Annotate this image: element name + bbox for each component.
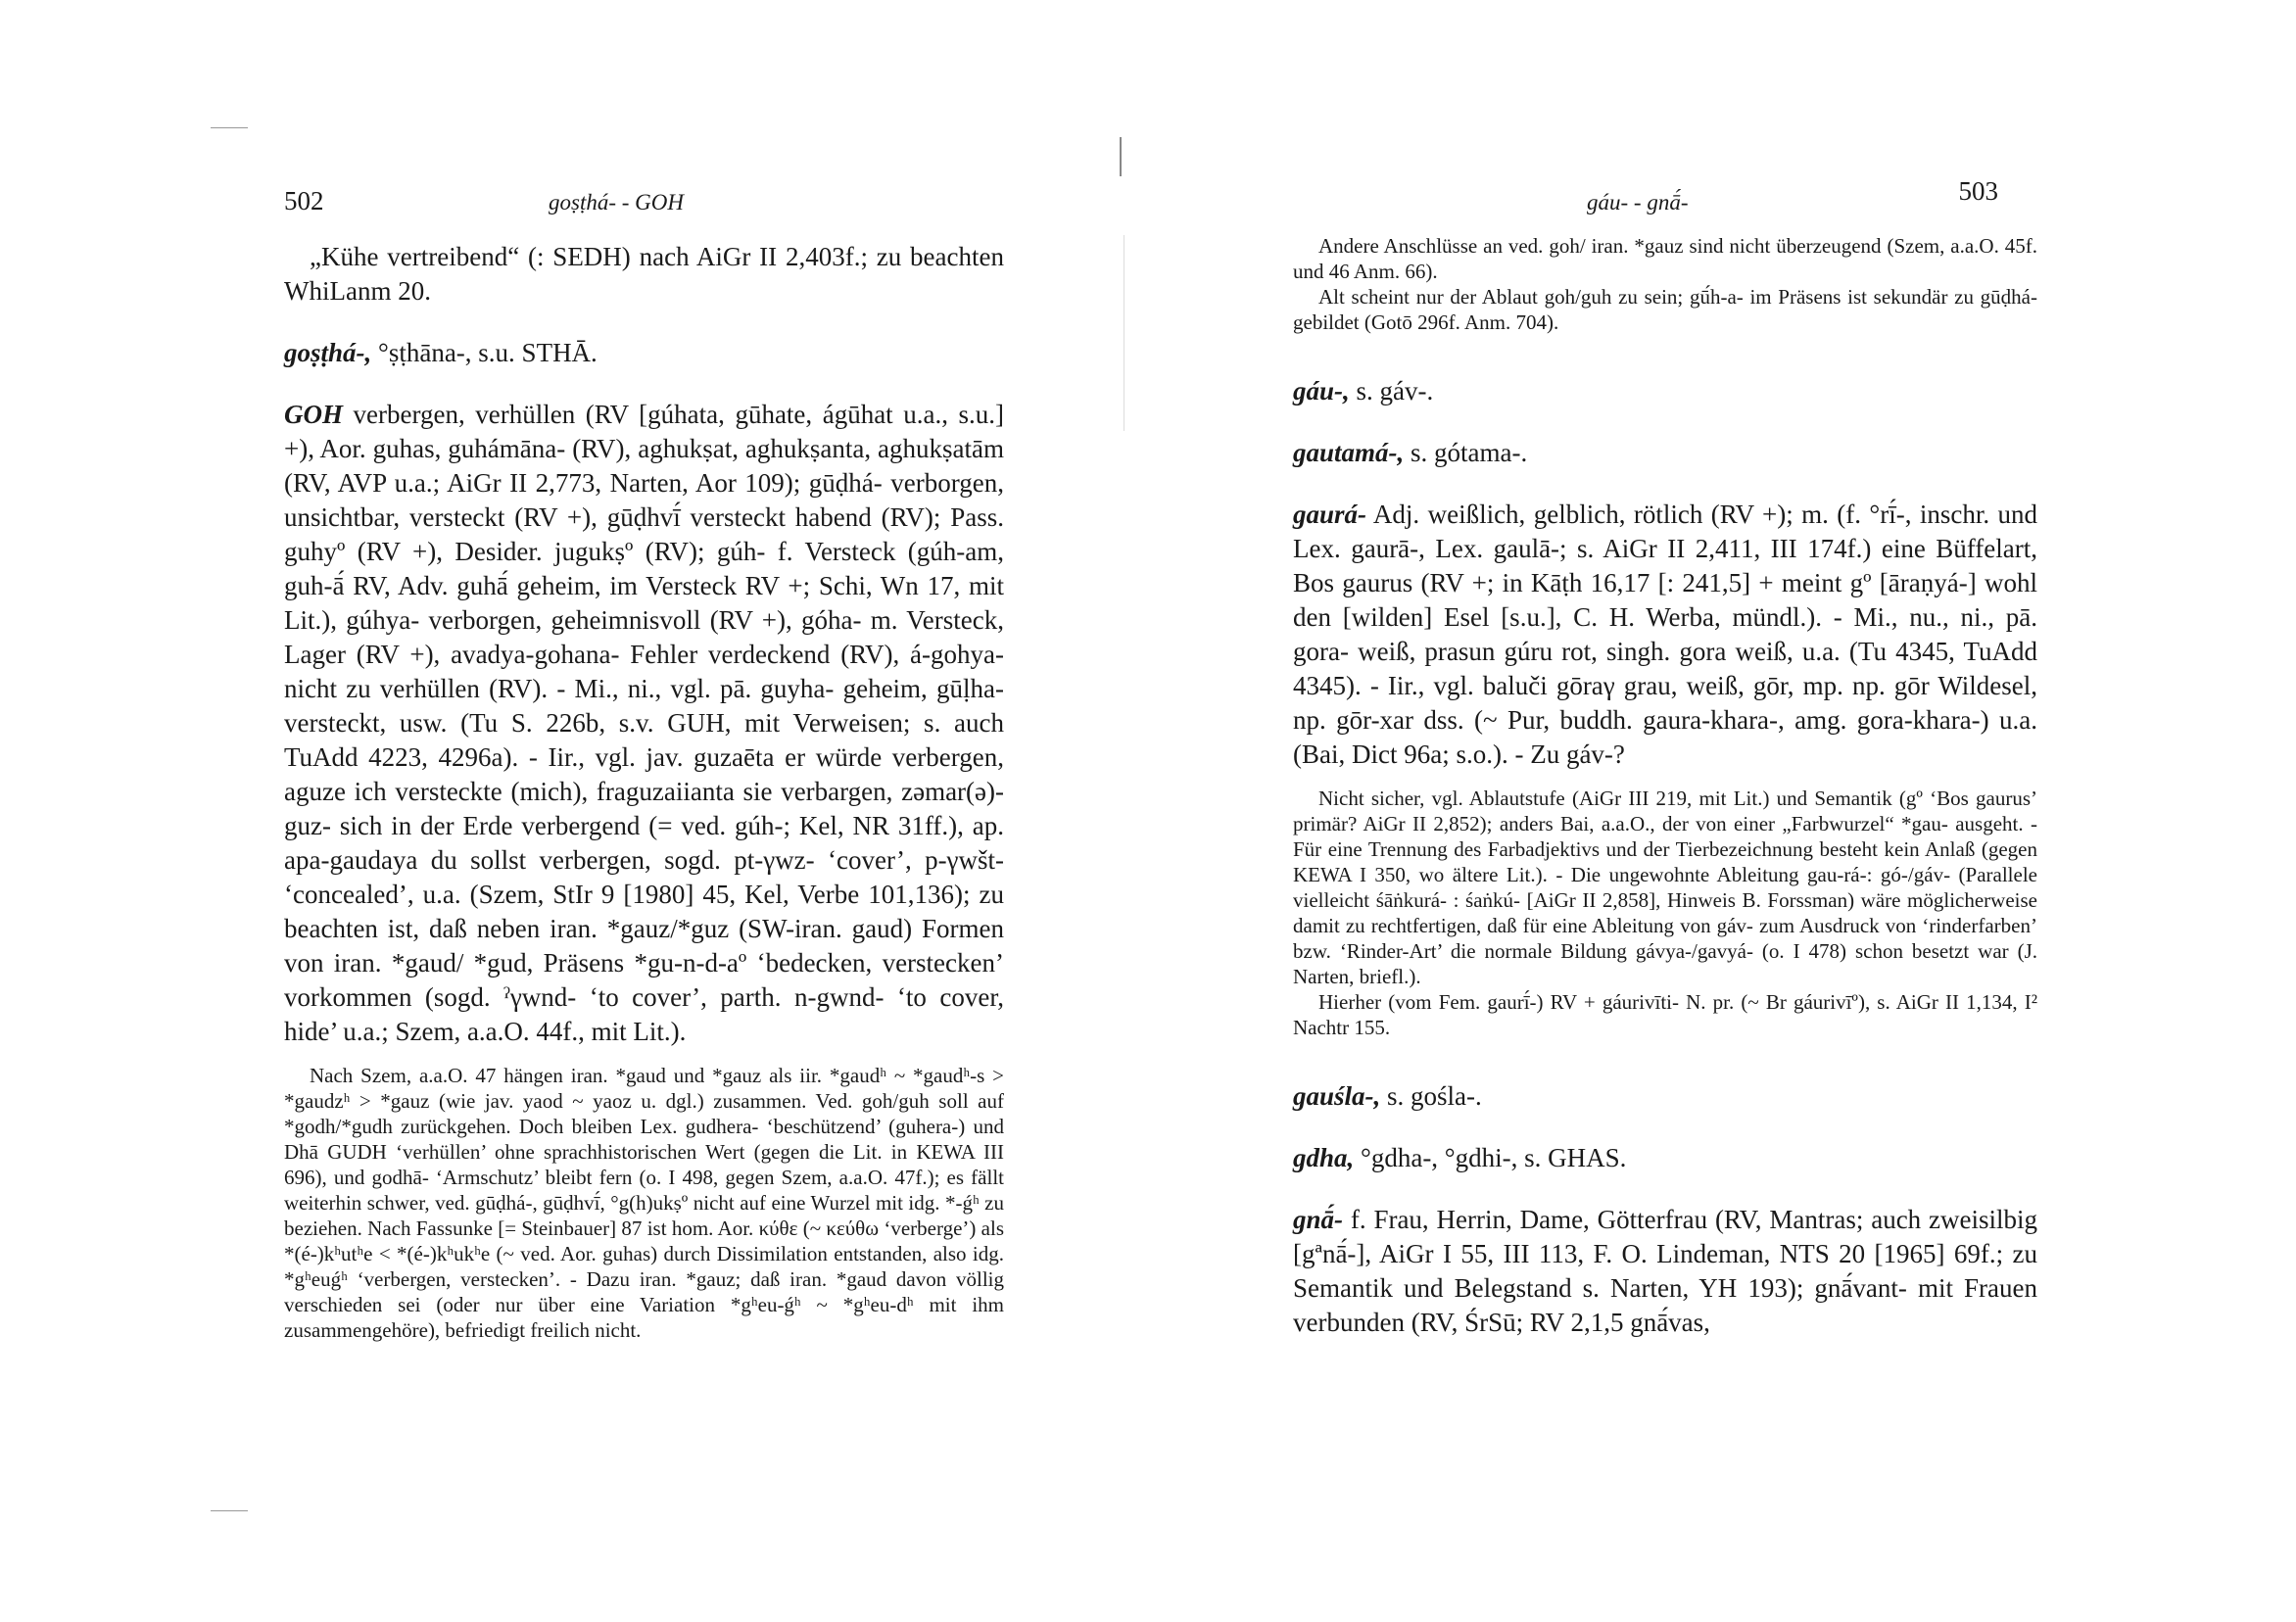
- dictionary-entry: [1293, 1141, 2037, 1175]
- dictionary-entry: [1293, 436, 2037, 470]
- book-spine-mark: [1120, 137, 1122, 176]
- entry-note: Nicht sicher, vgl. Ablautstufe (AiGr III 219, mit Lit.) und Semantik (gº ‘Bos gaurus’ primär? AiGr II 2,852); anders Bai, a.a.O., der von einer „Farbwurzel“ *gau- ausgeht. - Für eine Trennung des Farbadjektivs und der Tierbezeichnung besteht kein Anlaß (gegen KEWA I 350, wo ältere Lit.). - Die ungewohnte Ableitung gau-rá-: gó-/gáv- (Parallele vielleicht śāṅkurá- : śaṅkú- [AiGr II 2,858], Hinweis B. Forssman) wäre möglicherweise damit zu rechtfertigen, daß für eine Ableitung von gáv- zum Ausdruck von ‘rinderfarben’ bzw. ‘Rinder-Art’ die normale Bildung gávya-/gavyá- (o. I 478) schon besetzt war (J. Narten, briefl.).: [1293, 787, 2037, 988]
- entry-text: Adj. weißlich, gelblich, rötlich (RV +); m. (f. °rī́-, inschr. und Lex. gaurā-, Lex. gaulā-; s. AiGr II 2,411, III 174f.) eine Büffelart, Bos gaurus (RV +; in Kāṭh 16,17 [: 241,5] + meint gº [āraṇyá-] wohl den [wilden] Esel [s.u.], C. H. Werba, mündl.). - Mi., nu., ni., pā. gora- weiß, prasun gúru rot, singh. gora weiß, u.a. (Tu 4345, TuAdd 4345). - Iir., vgl. baluči gōraγ grau, weiß, gōr, mp. np. gōr Wildesel, np. gōr-xar dss. (~ Pur, buddh. gaura-khara-, amg. gora-khara-) u.a. (Bai, Dict 96a; s.o.). - Zu gáv-?: [1293, 500, 2037, 769]
- right-page-number: 503: [1958, 176, 1998, 206]
- right-running-head: gáu- - gnā́-: [1587, 190, 1689, 215]
- entry-text: verbergen, verhüllen (RV [gúhata, gūhate, ágūhat u.a., s.u.] +), Aor. guhas, guhámāna- (RV), aghukṣat, aghukṣanta, aghukṣatām (RV, AVP u.a.; AiGr II 2,773, Narten, Aor 109); gūḍhá- verborgen, unsichtbar, versteckt (RV +), gūḍhvī́ versteckt habend (RV); Pass. guhyº (RV +), Desider. jugukṣº (RV); gúh- f. Versteck (gúh-am, guh-ā́ RV, Adv. guhā́ geheim, im Versteck RV +; Schi, Wn 17, mit Lit.), gúhya- verborgen, geheimnisvoll (RV +), góha- m. Versteck, Lager (RV +), avadya-gohana- Fehler verdeckend (RV), á-gohya- nicht zu verhüllen (RV). - Mi., ni., vgl. pā. guyha- geheim, gūḷha- versteckt, usw. (Tu S. 226b, s.v. GUH, mit Verweisen; s. auch TuAdd 4223, 4296a). - Iir., vgl. jav. guzaēta er würde verbergen, aguze ich versteckte (mich), fraguzaiianta sie verbargen, zəmar(ə)-guz- sich in der Erde verbergend (= ved. gúh-; Kel, NR 31ff.), ap. apa-gaudaya du sollst verbergen, sogd. pt-γwz- ‘cover’, p-γwšt- ‘concealed’, u.a. (Szem, StIr 9 [1980] 45, Kel, Verbe 101,136); zu beachten ist, daß neben iran. *gauz/*guz (SW-iran. gaud) Formen von iran. *gaud/ *gud, Präsens *gu-n-d-aº ‘bedecken, verstecken’ vorkommen (sogd. ˀγwnd- ‘to cover’, parth. n-gwnd- ‘to cover, hide’ u.a.; Szem, a.a.O. 44f., mit Lit.).: [284, 400, 1004, 1046]
- entry-continuation: „Kühe vertreibend“ (: SEDH) nach AiGr II 2,403f.; zu beachten WhiLanm 20.: [284, 242, 1004, 306]
- entry-note: Alt scheint nur der Ablaut goh/guh zu sein; gū́h-a- im Präsens ist sekundär zu gūḍhá- gebildet (Gotō 296f. Anm. 704).: [1293, 285, 2037, 334]
- entry-text: s. gótama-.: [1404, 438, 1528, 467]
- entry-lemma: gauśla-,: [1293, 1081, 1381, 1111]
- left-page-body: [284, 240, 1004, 1343]
- left-page-header: [284, 186, 1004, 225]
- entry-text: f. Frau, Herrin, Dame, Götterfrau (RV, Mantras; auch zweisilbig [gªnā́-], AiGr I 55, III 113, F. O. Lindeman, NTS 20 [1965] 69f.; zu Semantik und Belegstand s. Narten, YH 193); gnā́vant- mit Frauen verbunden (RV, ŚrSū; RV 2,1,5 gnā́vas,: [1293, 1205, 2037, 1337]
- entry-text: s. gáv-.: [1349, 376, 1434, 406]
- entry-lemma: gnā́-: [1293, 1205, 1344, 1234]
- dictionary-entry: [1293, 374, 2037, 408]
- entry-lemma: goṣṭhá-,: [284, 338, 372, 367]
- right-page-body: [1293, 233, 2037, 1340]
- dictionary-entry: [284, 398, 1004, 1049]
- entry-lemma: gdha,: [1293, 1143, 1355, 1172]
- left-page-number: 502: [284, 186, 324, 215]
- dictionary-entry: [1293, 1079, 2037, 1114]
- entry-text: °ṣṭhāna-, s.u. STHĀ.: [371, 338, 598, 367]
- entry-note: Hierher (vom Fem. gaurī́-) RV + gáurivīti- N. pr. (~ Br gáurivīº), s. AiGr II 1,134, I² Nachtr 155.: [1293, 990, 2037, 1039]
- scan-speck: [211, 1510, 248, 1511]
- entry-note: Andere Anschlüsse an ved. goh/ iran. *gauz sind nicht überzeugend (Szem, a.a.O. 45f. und 46 Anm. 66).: [1293, 234, 2037, 283]
- entry-lemma: GOH: [284, 400, 343, 429]
- entry-lemma: gautamá-,: [1293, 438, 1405, 467]
- dictionary-entry: [284, 336, 1004, 370]
- entry-note: Nach Szem, a.a.O. 47 hängen iran. *gaud und *gauz als iir. *gaudʰ ~ *gaudʰ-s > *gaudzʰ > *gauz (wie jav. yaod ~ yaoz u. dgl.) zusammen. Ved. goh/guh soll auf *godh/*gudh zurückgehen. Doch bleiben Lex. gudhera- ‘beschützend’ (guhera-) und Dhā GUDH ‘verhüllen’ ohne sprachhistorischen Wert (gegen die Lit. in KEWA III 696), und godhā- ‘Armschutz’ bleibt fern (o. I 498, gegen Szem, a.a.O. 47f.); es fällt weiterhin schwer, ved. gūḍhá-, gūḍhvī́, °g(h)ukṣº nicht auf eine Wurzel mit idg. *-ǵʰ zu beziehen. Nach Fassunke [= Steinbauer] 87 ist hom. Aor. κύθε (~ κεύθω ‘verberge’) als *(é-)kʰutʰe < *(é-)kʰukʰe (~ ved. Aor. guhas) durch Dissimilation entstanden, also idg. *gʰeuǵʰ ‘verbergen, verstecken’. - Dazu iran. *gauz; daß iran. *gaud davon völlig verschieden sei (oder nur über eine Variation *gʰeu-ǵʰ ~ *gʰeu-dʰ mit ihm zusammengehöre), befriedigt freilich nicht.: [284, 1064, 1004, 1342]
- entry-text: s. gośla-.: [1380, 1081, 1482, 1111]
- entry-lemma: gáu-,: [1293, 376, 1350, 406]
- dictionary-entry: [1293, 1203, 2037, 1340]
- entry-text: °gdha-, °gdhi-, s. GHAS.: [1354, 1143, 1627, 1172]
- left-running-head: goṣṭhá- - GOH: [549, 190, 684, 215]
- dictionary-entry: [1293, 498, 2037, 772]
- entry-lemma: gaurá-: [1293, 500, 1367, 529]
- right-page-header: [1293, 176, 2037, 225]
- scan-speck: [211, 127, 248, 128]
